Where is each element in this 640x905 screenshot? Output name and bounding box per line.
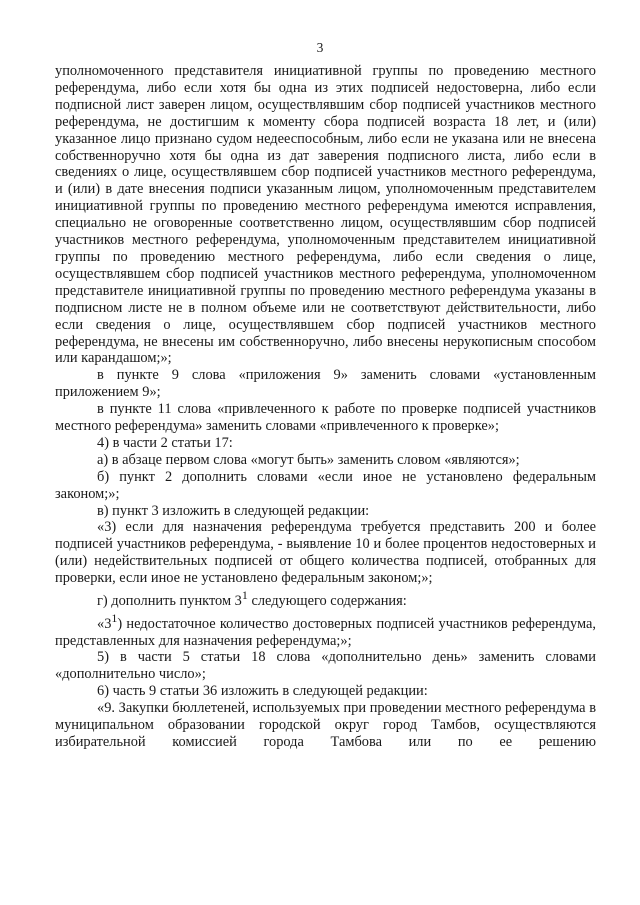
paragraph-point-3-1-after: ) недостаточное количество достоверных подписей участников референдума, представленных для назначения референдума;»; xyxy=(55,615,596,649)
document-body xyxy=(55,63,596,751)
paragraph-item-4g xyxy=(55,587,596,610)
paragraph-item-4b: б) пункт 2 дополнить словами «если иное не установлено федеральным законом;»; xyxy=(55,468,596,502)
page-number: 3 xyxy=(316,40,324,55)
paragraph-point-11: в пункте 11 слова «привлеченного к работе по проверке подписей участников местного референдума» заменить словами «привлеченного к проверке»; xyxy=(55,401,596,435)
paragraph-point-3-1-text xyxy=(55,610,596,650)
superscript: 1 xyxy=(111,610,118,625)
paragraph-item-4a: а) в абзаце первом слова «могут быть» заменить словом «являются»; xyxy=(97,451,520,468)
paragraph-item-4g-after: следующего содержания: xyxy=(247,592,407,609)
paragraph-item-6: 6) часть 9 статьи 36 изложить в следующей редакции: xyxy=(97,683,428,700)
paragraph-item-5: 5) в части 5 статьи 18 слова «дополнительно день» заменить словами «дополнительно число»; xyxy=(55,649,596,683)
paragraph-item-4v: в) пункт 3 изложить в следующей редакции: xyxy=(97,502,370,519)
paragraph-item-4g-before: г) дополнить пунктом 3 xyxy=(97,592,242,609)
superscript: 1 xyxy=(241,588,248,603)
paragraph-point-9: в пункте 9 слова «приложения 9» заменить словами «установленным приложением 9»; xyxy=(55,367,596,401)
paragraph-signature-invalidity: уполномоченного представителя инициативной группы по проведению местного референдума, либо если хотя бы одна из этих подписей недостоверна, либо если подписной лист заверен лицом, осуществлявшим сбор подписей участников местного референдума, не достигшим к моменту сбора подписей возраста 18 лет, и (или) указанное лицо признано судом недееспособным, либо если не указана или не внесена собственноручно хотя бы одна из дат заверения подписного листа, либо если в сведениях о лице, осуществлявшем сбор подписей участников местного референдума, и (или) в дате внесения подписи указанным лицом, уполномоченным представителем инициативной группы по проведению местного референдума имеются исправления, специально не оговоренные соответственно лицом, осуществлявшим сбор подписей участников местного референдума, уполномоченным представителем инициативной группы по проведению местного референдума, либо если сведения о лице, осуществлявшем сбор подписей участников местного референдума, уполномоченном представителе инициативной группы по проведению местного референдума указаны в подписном листе не в полном объеме или не соответствуют действительности, либо если сведения о лице, осуществлявшем сбор подписей участников местного референдума, не внесены им собственноручно, либо внесены нерукописным способом или карандашом;»; xyxy=(55,63,596,367)
paragraph-point-3-text: «3) если для назначения референдума требуется представить 200 и более подписей участников референдума, - выявление 10 и более процентов недостоверных и (или) недействительных подписей от общего количества подписей, отобранных для проверки, если иное не установлено федеральным законом;»; xyxy=(55,519,596,587)
paragraph-point-3-1-before: «3 xyxy=(97,615,112,632)
paragraph-part-9-text: «9. Закупки бюллетеней, используемых при проведении местного референдума в муниципальном образовании городской округ город Тамбов, осуществляются избирательной комиссией города Тамбова или по ее решению xyxy=(55,700,596,750)
paragraph-item-4: 4) в части 2 статьи 17: xyxy=(97,434,233,451)
